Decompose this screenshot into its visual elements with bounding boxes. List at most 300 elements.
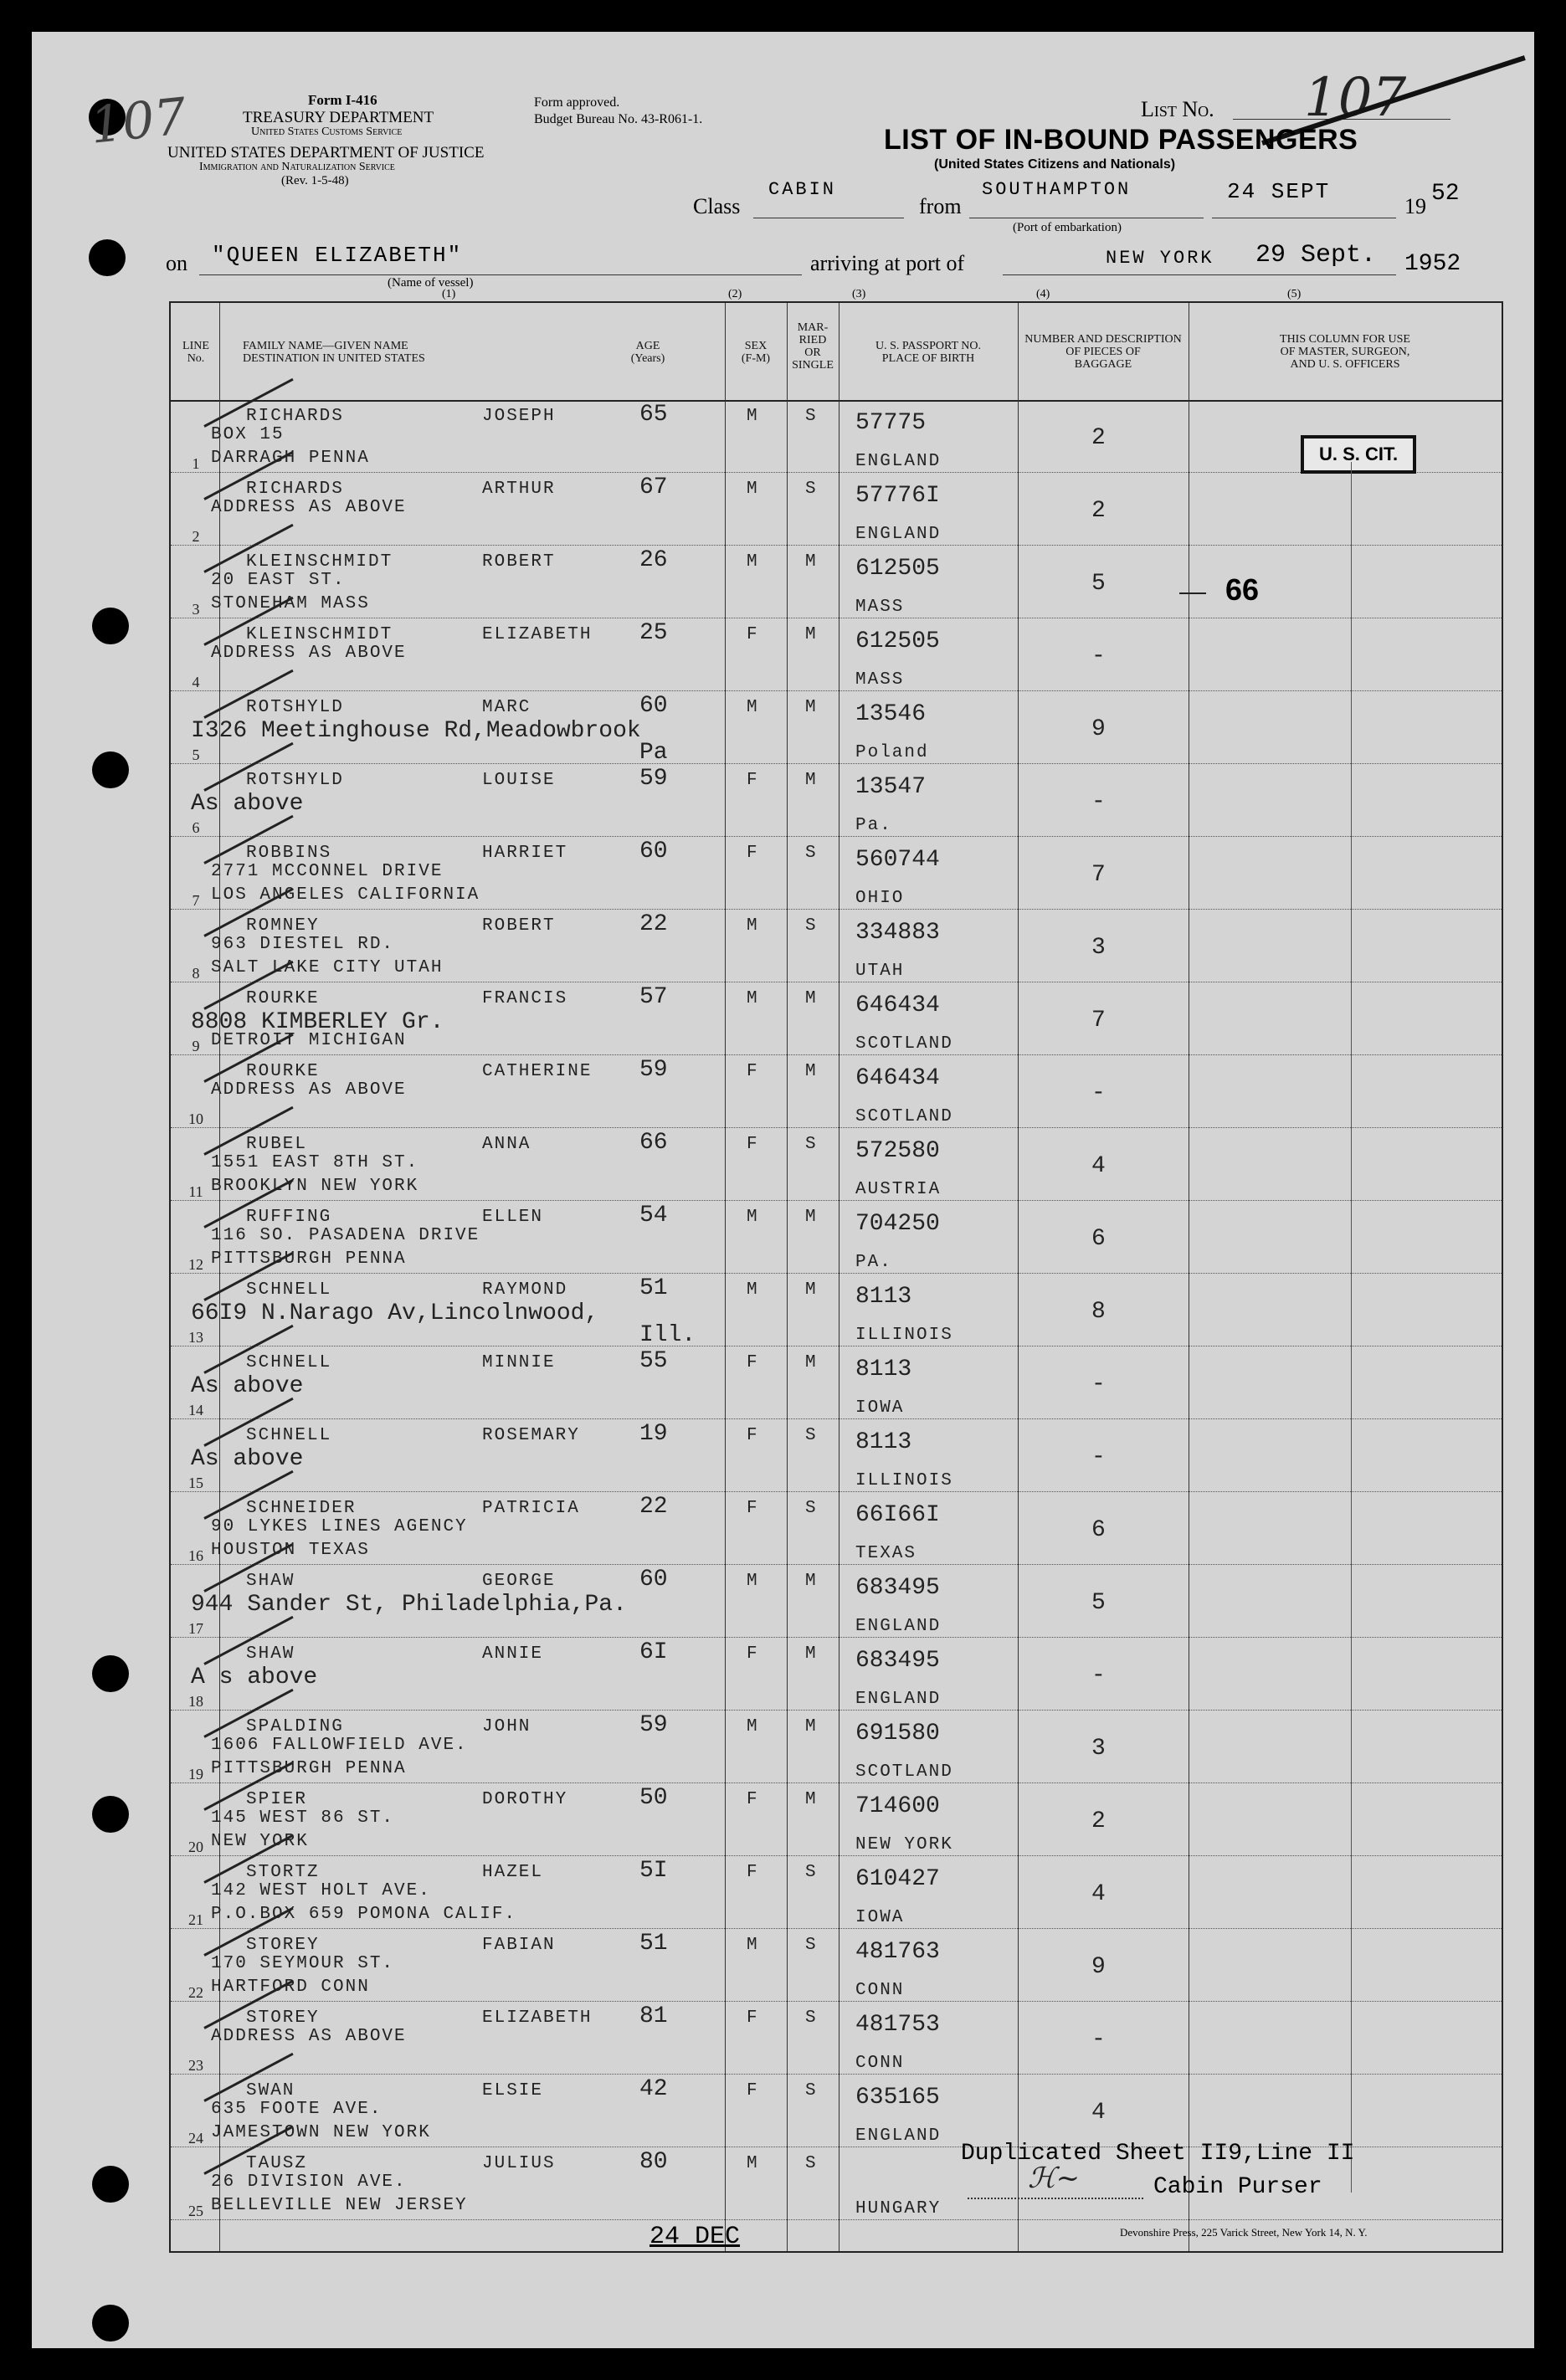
place-of-birth: CONN bbox=[855, 2054, 905, 2073]
baggage-count: 2 bbox=[1091, 498, 1106, 524]
baggage-count: 5 bbox=[1091, 1590, 1106, 1616]
age: 22 bbox=[639, 911, 668, 937]
depart-date: 24 SEPT bbox=[1227, 179, 1331, 204]
marital-status: M bbox=[805, 771, 818, 790]
place-of-birth: PA. bbox=[855, 1253, 892, 1272]
table-row bbox=[171, 1638, 1502, 1711]
sex: M bbox=[747, 2154, 759, 2173]
sex: F bbox=[747, 1426, 759, 1445]
list-no-label: List No. bbox=[1141, 97, 1214, 121]
address-line-1: 1551 EAST 8TH ST. bbox=[211, 1153, 419, 1172]
place-of-birth: ILLINOIS bbox=[855, 1326, 953, 1345]
marital-status: M bbox=[805, 1790, 818, 1809]
customs-service: United States Customs Service bbox=[251, 126, 403, 138]
address-line-2: NEW YORK bbox=[211, 1832, 309, 1851]
given-name: ELIZABETH bbox=[482, 2008, 593, 2028]
from-label: from bbox=[919, 194, 962, 218]
address-line-1: As above bbox=[191, 791, 304, 817]
line-number: 10 bbox=[188, 1110, 203, 1127]
line-number: 1 bbox=[192, 455, 200, 472]
sex: F bbox=[747, 771, 759, 790]
marital-status: S bbox=[805, 1936, 818, 1955]
line-number: 25 bbox=[188, 2203, 203, 2219]
binder-hole bbox=[89, 239, 126, 276]
header-baggage: NUMBER AND DESCRIPTION OF PIECES OF BAGGAGE bbox=[1024, 333, 1182, 371]
age: 19 bbox=[639, 1421, 668, 1447]
given-name: ANNA bbox=[482, 1135, 531, 1154]
line-number: 4 bbox=[192, 674, 200, 690]
place-of-birth: NEW YORK bbox=[855, 1835, 953, 1854]
family-name: RUFFING bbox=[246, 1208, 332, 1227]
family-name: ROTSHYLD bbox=[246, 771, 344, 790]
passport-number: 13547 bbox=[855, 774, 927, 800]
address-line-2: BROOKLYN NEW YORK bbox=[211, 1177, 419, 1196]
vessel-line bbox=[199, 274, 802, 275]
family-name: SCHNELL bbox=[246, 1426, 332, 1445]
line-number: 23 bbox=[188, 2057, 203, 2074]
baggage-count: 4 bbox=[1091, 1153, 1106, 1179]
place-of-birth: Pa. bbox=[855, 816, 892, 835]
marital-status: M bbox=[805, 1572, 818, 1591]
age: 59 bbox=[639, 1712, 668, 1738]
line-number: 20 bbox=[188, 1839, 203, 1855]
address-line-1: ADDRESS AS ABOVE bbox=[211, 2027, 407, 2046]
given-name: ANNIE bbox=[482, 1644, 544, 1664]
address-line-2: Ill. bbox=[639, 1322, 696, 1348]
baggage-count: 5 bbox=[1091, 571, 1106, 597]
marital-status: S bbox=[805, 480, 818, 499]
address-line-1: 944 Sander St, Philadelphia,Pa. bbox=[191, 1592, 627, 1618]
baggage-count: 9 bbox=[1091, 716, 1106, 742]
marital-status: M bbox=[805, 1062, 818, 1081]
header-married: MAR- RIED OR SINGLE bbox=[792, 321, 834, 372]
baggage-count: 2 bbox=[1091, 1808, 1106, 1834]
given-name: FABIAN bbox=[482, 1936, 556, 1955]
baggage-count: 2 bbox=[1091, 425, 1106, 451]
table-row bbox=[171, 1783, 1502, 1856]
given-name: MARC bbox=[482, 698, 531, 717]
family-name: SCHNELL bbox=[246, 1280, 332, 1300]
table-row bbox=[171, 2002, 1502, 2075]
immigration-service: Immigration and Naturalization Service bbox=[199, 161, 395, 173]
family-name: SWAN bbox=[246, 2081, 295, 2100]
table-row bbox=[171, 764, 1502, 837]
sex: M bbox=[747, 1717, 759, 1736]
passport-number: 57776I bbox=[855, 483, 940, 509]
place-of-birth: SCOTLAND bbox=[855, 1107, 953, 1126]
family-name: KLEINSCHMIDT bbox=[246, 625, 393, 644]
binder-hole bbox=[92, 1796, 129, 1833]
passenger-table bbox=[169, 301, 1503, 2253]
family-name: ROBBINS bbox=[246, 844, 332, 863]
arrival-year: 1952 bbox=[1404, 251, 1461, 277]
marital-status: M bbox=[805, 1208, 818, 1227]
passport-number: 683495 bbox=[855, 1575, 940, 1601]
marital-status: M bbox=[805, 1717, 818, 1736]
family-name: STOREY bbox=[246, 2008, 320, 2028]
table-row bbox=[171, 1419, 1502, 1492]
marital-status: M bbox=[805, 1644, 818, 1664]
line-number: 12 bbox=[188, 1256, 203, 1273]
address-line-1: 963 DIESTEL RD. bbox=[211, 935, 395, 954]
place-of-birth: MASS bbox=[855, 598, 905, 617]
baggage-count: - bbox=[1091, 1080, 1106, 1106]
form-approved: Form approved. bbox=[534, 95, 620, 110]
family-name: SHAW bbox=[246, 1572, 295, 1591]
sex: F bbox=[747, 2008, 759, 2028]
age: 26 bbox=[639, 547, 668, 573]
given-name: DOROTHY bbox=[482, 1790, 568, 1809]
family-name: TAUSZ bbox=[246, 2154, 308, 2173]
family-name: ROMNEY bbox=[246, 916, 320, 936]
line-number: 6 bbox=[192, 819, 200, 836]
sex: F bbox=[747, 625, 759, 644]
passport-number: 635165 bbox=[855, 2085, 940, 2111]
officer-mark: 66 bbox=[1225, 572, 1260, 607]
passport-number: 8113 bbox=[855, 1357, 912, 1382]
given-name: JOHN bbox=[482, 1717, 531, 1736]
baggage-count: - bbox=[1091, 644, 1106, 669]
age: 80 bbox=[639, 2149, 668, 2175]
family-name: RICHARDS bbox=[246, 480, 344, 499]
arriving-label: arriving at port of bbox=[810, 251, 965, 275]
age: 50 bbox=[639, 1785, 668, 1811]
passport-number: 334883 bbox=[855, 920, 940, 946]
sex: M bbox=[747, 989, 759, 1008]
document-page bbox=[32, 32, 1534, 2348]
given-name: ROBERT bbox=[482, 916, 556, 936]
table-row bbox=[171, 910, 1502, 982]
age: 51 bbox=[639, 1931, 668, 1957]
vessel-label: (Name of vessel) bbox=[388, 276, 474, 290]
marital-status: S bbox=[805, 1499, 818, 1518]
table-row bbox=[171, 1201, 1502, 1274]
sex: F bbox=[747, 1135, 759, 1154]
passport-number: 8113 bbox=[855, 1284, 912, 1310]
family-name: STORTZ bbox=[246, 1863, 320, 1882]
purser-signature: ℋ~ bbox=[1028, 2162, 1081, 2195]
place-of-birth: ENGLAND bbox=[855, 452, 942, 471]
header-officers: THIS COLUMN FOR USE OF MASTER, SURGEON, AND U. S. OFFICERS bbox=[1280, 333, 1410, 371]
address-line-1: 142 WEST HOLT AVE. bbox=[211, 1881, 431, 1900]
purser-dotted-line bbox=[968, 2198, 1143, 2199]
given-name: HARRIET bbox=[482, 844, 568, 863]
binder-hole bbox=[92, 608, 129, 644]
address-line-1: As above bbox=[191, 1373, 304, 1399]
given-name: FRANCIS bbox=[482, 989, 568, 1008]
address-line-2: HOUSTON TEXAS bbox=[211, 1541, 370, 1560]
printer-credit: Devonshire Press, 225 Varick Street, New York 14, N. Y. bbox=[1120, 2226, 1368, 2239]
given-name: MINNIE bbox=[482, 1353, 556, 1372]
address-line-2: HARTFORD CONN bbox=[211, 1977, 370, 1997]
marital-status: M bbox=[805, 1353, 818, 1372]
line-number: 22 bbox=[188, 1984, 203, 2001]
family-name: KLEINSCHMIDT bbox=[246, 552, 393, 572]
place-of-birth: Poland bbox=[855, 743, 929, 762]
header-line-no: LINE No. bbox=[182, 340, 209, 365]
given-name: ARTHUR bbox=[482, 480, 556, 499]
place-of-birth: TEXAS bbox=[855, 1544, 917, 1563]
vessel-name: "QUEEN ELIZABETH" bbox=[212, 243, 463, 268]
footer-date: 24 DEC bbox=[650, 2223, 741, 2251]
address-line-2: DETROIT MICHIGAN bbox=[211, 1031, 407, 1050]
family-name: STOREY bbox=[246, 1936, 320, 1955]
passport-number: 560744 bbox=[855, 847, 940, 873]
header-sex: SEX (F-M) bbox=[741, 340, 771, 365]
duplicated-sheet-note: Duplicated Sheet II9,Line II bbox=[961, 2141, 1355, 2167]
table-row bbox=[171, 546, 1502, 618]
form-revision: (Rev. 1-5-48) bbox=[281, 174, 349, 187]
depart-year: 52 bbox=[1431, 181, 1460, 207]
port-embarkation-label: (Port of embarkation) bbox=[1013, 221, 1122, 234]
sex: M bbox=[747, 1280, 759, 1300]
arrival-line bbox=[1003, 274, 1396, 275]
age: 59 bbox=[639, 766, 668, 792]
table-row bbox=[171, 473, 1502, 546]
sex: F bbox=[747, 1790, 759, 1809]
passport-number: 57775 bbox=[855, 410, 927, 436]
from-value: SOUTHAMPTON bbox=[982, 179, 1132, 200]
address-line-1: 635 FOOTE AVE. bbox=[211, 2100, 383, 2119]
given-name: ELIZABETH bbox=[482, 625, 593, 644]
baggage-count: 8 bbox=[1091, 1299, 1106, 1325]
address-line-1: ADDRESS AS ABOVE bbox=[211, 1080, 407, 1100]
binder-hole bbox=[92, 2166, 129, 2203]
address-line-2: JAMESTOWN NEW YORK bbox=[211, 2123, 431, 2142]
passport-number: 714600 bbox=[855, 1793, 940, 1819]
binder-hole bbox=[92, 1655, 129, 1692]
list-no-value: 107 bbox=[1304, 67, 1407, 129]
sex: M bbox=[747, 1208, 759, 1227]
address-line-2: STONEHAM MASS bbox=[211, 594, 370, 613]
marital-status: S bbox=[805, 844, 818, 863]
given-name: ELSIE bbox=[482, 2081, 544, 2100]
binder-hole bbox=[92, 2305, 129, 2342]
line-number: 24 bbox=[188, 2130, 203, 2147]
age: 60 bbox=[639, 693, 668, 719]
place-of-birth: ENGLAND bbox=[855, 2126, 942, 2146]
table-row bbox=[171, 1565, 1502, 1638]
address-line-1: 170 SEYMOUR ST. bbox=[211, 1954, 395, 1973]
place-of-birth: SCOTLAND bbox=[855, 1762, 953, 1782]
passport-number: 704250 bbox=[855, 1211, 940, 1237]
age: 67 bbox=[639, 474, 668, 500]
address-line-1: ADDRESS AS ABOVE bbox=[211, 498, 407, 517]
row-divider bbox=[171, 2219, 1502, 2220]
place-of-birth: ENGLAND bbox=[855, 1690, 942, 1709]
age: 65 bbox=[639, 402, 668, 428]
sex: M bbox=[747, 916, 759, 936]
handwritten-list-number: 107 bbox=[87, 87, 189, 156]
passport-number: 610427 bbox=[855, 1866, 940, 1892]
address-line-1: 145 WEST 86 ST. bbox=[211, 1808, 395, 1828]
address-line-1: A s above bbox=[191, 1664, 318, 1690]
line-number: 19 bbox=[188, 1766, 203, 1782]
document-subtitle: (United States Citizens and Nationals) bbox=[934, 157, 1176, 172]
place-of-birth: OHIO bbox=[855, 889, 905, 908]
line-number: 21 bbox=[188, 1911, 203, 1928]
address-line-2: PITTSBURGH PENNA bbox=[211, 1759, 407, 1778]
address-line-2: PITTSBURGH PENNA bbox=[211, 1249, 407, 1269]
col-num-1: (1) bbox=[442, 288, 456, 300]
baggage-count: 4 bbox=[1091, 2100, 1106, 2126]
given-name: ELLEN bbox=[482, 1208, 544, 1227]
family-name: ROTSHYLD bbox=[246, 698, 344, 717]
given-name: CATHERINE bbox=[482, 1062, 593, 1081]
age: 60 bbox=[639, 1567, 668, 1593]
passport-number: 683495 bbox=[855, 1648, 940, 1674]
sex: M bbox=[747, 698, 759, 717]
age: 42 bbox=[639, 2076, 668, 2102]
address-line-1: ADDRESS AS ABOVE bbox=[211, 644, 407, 663]
given-name: ROSEMARY bbox=[482, 1426, 580, 1445]
passport-number: 66I66I bbox=[855, 1502, 940, 1528]
address-line-2: DARRAGH PENNA bbox=[211, 449, 370, 468]
given-name: ROBERT bbox=[482, 552, 556, 572]
col-num-4: (4) bbox=[1036, 288, 1050, 300]
sex: F bbox=[747, 2081, 759, 2100]
marital-status: S bbox=[805, 1135, 818, 1154]
marital-status: M bbox=[805, 552, 818, 572]
address-line-2: LOS ANGELES CALIFORNIA bbox=[211, 885, 480, 905]
address-line-2: P.O.BOX 659 POMONA CALIF. bbox=[211, 1905, 517, 1924]
baggage-count: 4 bbox=[1091, 1881, 1106, 1907]
place-of-birth: MASS bbox=[855, 670, 905, 690]
line-number: 16 bbox=[188, 1547, 203, 1564]
given-name: RAYMOND bbox=[482, 1280, 568, 1300]
passport-number: 481763 bbox=[855, 1939, 940, 1965]
baggage-count: 7 bbox=[1091, 1008, 1106, 1034]
age: 25 bbox=[639, 620, 668, 646]
family-name: SPIER bbox=[246, 1790, 308, 1809]
table-row bbox=[171, 1274, 1502, 1346]
marital-status: S bbox=[805, 2008, 818, 2028]
table-row bbox=[171, 1711, 1502, 1783]
marital-status: M bbox=[805, 625, 818, 644]
family-name: SPALDING bbox=[246, 1717, 344, 1736]
table-row bbox=[171, 2075, 1502, 2147]
line-number: 14 bbox=[188, 1402, 203, 1418]
binder-hole bbox=[92, 751, 129, 788]
given-name: HAZEL bbox=[482, 1863, 544, 1882]
passport-number: 8113 bbox=[855, 1429, 912, 1455]
line-number: 17 bbox=[188, 1620, 203, 1637]
passport-number: 612505 bbox=[855, 628, 940, 654]
given-name: GEORGE bbox=[482, 1572, 556, 1591]
given-name: PATRICIA bbox=[482, 1499, 580, 1518]
place-of-birth: IOWA bbox=[855, 1398, 905, 1418]
line-number: 3 bbox=[192, 601, 200, 618]
officer-pen-line bbox=[1351, 462, 1352, 2193]
marital-status: S bbox=[805, 1863, 818, 1882]
address-line-1: 90 LYKES LINES AGENCY bbox=[211, 1517, 468, 1536]
address-line-2: BELLEVILLE NEW JERSEY bbox=[211, 2196, 468, 2215]
family-name: SCHNELL bbox=[246, 1353, 332, 1372]
sex: M bbox=[747, 407, 759, 426]
place-of-birth: SCOTLAND bbox=[855, 1034, 953, 1054]
table-row bbox=[171, 1346, 1502, 1419]
address-line-1: 66I9 N.Narago Av,Lincolnwood, bbox=[191, 1300, 599, 1326]
place-of-birth: ENGLAND bbox=[855, 1617, 942, 1636]
passport-number: 13546 bbox=[855, 701, 927, 727]
place-of-birth: AUSTRIA bbox=[855, 1180, 942, 1199]
line-number: 7 bbox=[192, 892, 200, 909]
line-number: 8 bbox=[192, 965, 200, 982]
on-label: on bbox=[166, 251, 187, 275]
header-name: FAMILY NAME—GIVEN NAME DESTINATION IN UNITED STATES bbox=[243, 340, 425, 365]
sex: F bbox=[747, 1499, 759, 1518]
header-age: AGE (Years) bbox=[630, 340, 665, 365]
given-name: JOSEPH bbox=[482, 407, 556, 426]
sex: F bbox=[747, 1353, 759, 1372]
place-of-birth: CONN bbox=[855, 1981, 905, 2000]
table-row bbox=[171, 1492, 1502, 1565]
table-row bbox=[171, 1128, 1502, 1201]
place-of-birth: ENGLAND bbox=[855, 525, 942, 544]
given-name: LOUISE bbox=[482, 771, 556, 790]
age: 55 bbox=[639, 1348, 668, 1374]
col-num-3: (3) bbox=[852, 288, 866, 300]
address-line-1: 2771 MCCONNEL DRIVE bbox=[211, 862, 444, 881]
age: 54 bbox=[639, 1203, 668, 1228]
baggage-count: - bbox=[1091, 2027, 1106, 2053]
baggage-count: - bbox=[1091, 1372, 1106, 1398]
passport-number: 646434 bbox=[855, 993, 940, 1018]
address-line-1: BOX 15 bbox=[211, 425, 285, 444]
table-row bbox=[171, 982, 1502, 1055]
col-num-5: (5) bbox=[1287, 288, 1302, 300]
baggage-count: - bbox=[1091, 1663, 1106, 1689]
line-number: 13 bbox=[188, 1329, 203, 1346]
marital-status: M bbox=[805, 989, 818, 1008]
age: 6I bbox=[639, 1639, 668, 1665]
address-line-1: As above bbox=[191, 1446, 304, 1472]
address-line-1: 1606 FALLOWFIELD AVE. bbox=[211, 1736, 468, 1755]
family-name: SCHNEIDER bbox=[246, 1499, 357, 1518]
line-number: 5 bbox=[192, 746, 200, 763]
marital-status: S bbox=[805, 1426, 818, 1445]
passport-number: 572580 bbox=[855, 1138, 940, 1164]
sex: F bbox=[747, 1644, 759, 1664]
passport-number: 481753 bbox=[855, 2012, 940, 2038]
age: 59 bbox=[639, 1057, 668, 1083]
line-number: 15 bbox=[188, 1475, 203, 1491]
address-line-1: I326 Meetinghouse Rd,Meadowbrook bbox=[191, 718, 641, 744]
document-title: LIST OF IN-BOUND PASSENGERS bbox=[884, 124, 1358, 156]
family-name: SHAW bbox=[246, 1644, 295, 1664]
arrival-port: NEW YORK bbox=[1106, 248, 1214, 269]
address-line-1: 26 DIVISION AVE. bbox=[211, 2172, 407, 2192]
header-passport: U. S. PASSPORT NO. PLACE OF BIRTH bbox=[875, 340, 981, 365]
marital-status: M bbox=[805, 1280, 818, 1300]
age: 66 bbox=[639, 1130, 668, 1156]
age: 81 bbox=[639, 2003, 668, 2029]
passport-number: 612505 bbox=[855, 556, 940, 582]
marital-status: M bbox=[805, 698, 818, 717]
place-of-birth: ILLINOIS bbox=[855, 1471, 953, 1490]
age: 22 bbox=[639, 1494, 668, 1520]
class-label: Class bbox=[693, 194, 741, 218]
table-row bbox=[171, 691, 1502, 764]
table-row bbox=[171, 1929, 1502, 2002]
baggage-count: 6 bbox=[1091, 1226, 1106, 1252]
age: 5I bbox=[639, 1858, 668, 1884]
officer-tick bbox=[1179, 592, 1206, 594]
line-number: 9 bbox=[192, 1038, 200, 1054]
baggage-count: 6 bbox=[1091, 1517, 1106, 1543]
baggage-count: 3 bbox=[1091, 1736, 1106, 1762]
sex: F bbox=[747, 1062, 759, 1081]
